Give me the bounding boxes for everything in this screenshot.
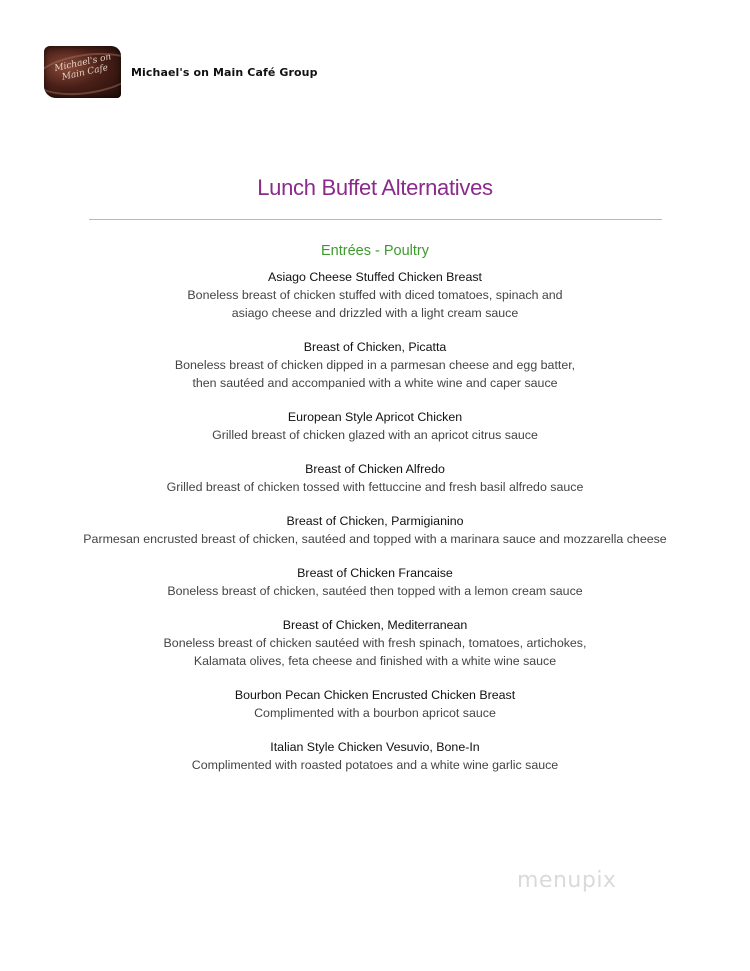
menu-item-description: asiago cheese and drizzled with a light cream sauce	[231, 306, 519, 320]
menu-item	[0, 738, 750, 774]
menu-item	[0, 408, 750, 444]
menu-item-list	[0, 268, 750, 790]
menu-item-description: Boneless breast of chicken dipped in a parmesan cheese and egg batter,	[174, 358, 576, 372]
menu-item-name: Breast of Chicken, Parmigianino	[286, 514, 464, 528]
menu-item-description: Boneless breast of chicken, sautéed then topped with a lemon cream sauce	[167, 584, 583, 598]
menu-item-description: Parmesan encrusted breast of chicken, sautéed and topped with a marinara sauce and mozzarella cheese	[83, 532, 667, 546]
company-name: Michael's on Main Café Group	[131, 65, 318, 79]
menu-item	[0, 268, 750, 322]
menu-item	[0, 338, 750, 392]
menu-item	[0, 686, 750, 722]
menu-item	[0, 564, 750, 600]
menu-item-name: Italian Style Chicken Vesuvio, Bone-In	[270, 740, 480, 754]
header	[44, 46, 318, 98]
menu-item-description: then sautéed and accompanied with a white wine and caper sauce	[192, 376, 558, 390]
section-heading: Entrées - Poultry	[321, 243, 429, 259]
menu-item-description: Complimented with a bourbon apricot sauce	[254, 706, 496, 720]
menu-item-name: Breast of Chicken Alfredo	[305, 462, 445, 476]
menu-item-description: Grilled breast of chicken glazed with an apricot citrus sauce	[212, 428, 538, 442]
menu-item	[0, 512, 750, 548]
menu-item-description: Grilled breast of chicken tossed with fettuccine and fresh basil alfredo sauce	[166, 480, 584, 494]
menu-item-name: Bourbon Pecan Chicken Encrusted Chicken Breast	[234, 688, 516, 702]
menupix-watermark: menupix	[517, 868, 617, 893]
menu-item-name: Breast of Chicken, Mediterranean	[282, 618, 468, 632]
menu-item-name: European Style Apricot Chicken	[287, 410, 463, 424]
cafe-logo	[44, 46, 121, 98]
menu-item-name: Asiago Cheese Stuffed Chicken Breast	[268, 270, 482, 284]
title-divider	[89, 219, 662, 220]
menu-item-description: Boneless breast of chicken stuffed with diced tomatoes, spinach and	[187, 288, 563, 302]
menu-item-name: Breast of Chicken, Picatta	[303, 340, 447, 354]
menu-item	[0, 460, 750, 496]
logo-lettering: Michael's on Main Cafe	[53, 52, 113, 83]
menu-item	[0, 616, 750, 670]
page-title: Lunch Buffet Alternatives	[257, 175, 493, 200]
menu-item-description: Complimented with roasted potatoes and a white wine garlic sauce	[191, 758, 559, 772]
menu-item-name: Breast of Chicken Francaise	[297, 566, 453, 580]
menu-item-description: Kalamata olives, feta cheese and finished with a white wine sauce	[193, 654, 557, 668]
menu-item-description: Boneless breast of chicken sautéed with fresh spinach, tomatoes, artichokes,	[163, 636, 587, 650]
